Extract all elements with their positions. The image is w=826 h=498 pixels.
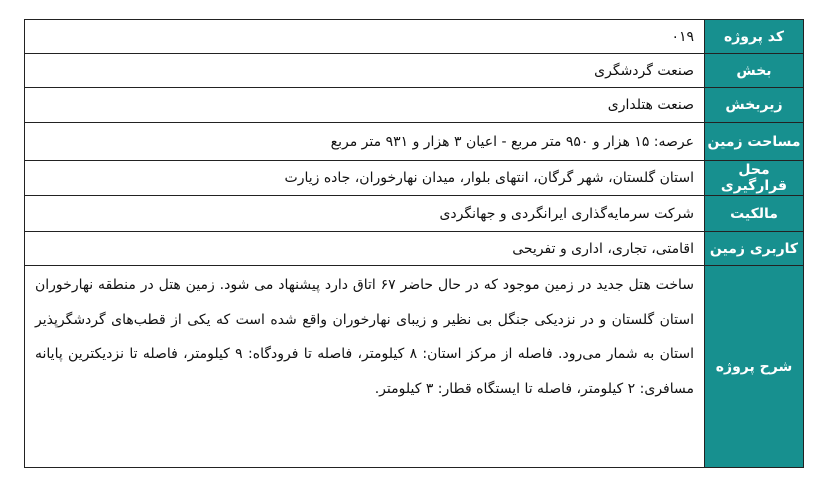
value-land-area: عرصه: ۱۵ هزار و ۹۵۰ متر مربع - اعیان ۳ هزار و ۹۳۱ متر مربع: [25, 123, 705, 161]
row-project-code: [25, 20, 804, 54]
row-subsector: [25, 88, 804, 123]
label-subsector: زیربخش: [705, 88, 804, 123]
value-sector: صنعت گردشگری: [25, 54, 705, 88]
value-location: استان گلستان، شهر گرگان، انتهای بلوار، میدان نهارخوران، جاده زیارت: [25, 161, 705, 196]
label-land-area: مساحت زمین: [705, 123, 804, 161]
label-ownership: مالکیت: [705, 196, 804, 232]
value-ownership: شرکت سرمایه‌گذاری ایرانگردی و جهانگردی: [25, 196, 705, 232]
label-project-description: شرح پروژه: [705, 266, 804, 468]
row-sector: [25, 54, 804, 88]
row-land-use: [25, 232, 804, 266]
value-subsector: صنعت هتلداری: [25, 88, 705, 123]
label-land-use: کاربری زمین: [705, 232, 804, 266]
row-land-area: [25, 123, 804, 161]
value-land-use: اقامتی، تجاری، اداری و تفریحی: [25, 232, 705, 266]
project-info-table: [24, 19, 804, 468]
label-sector: بخش: [705, 54, 804, 88]
label-location: محل قرارگیری: [705, 161, 804, 196]
value-project-description-cell: [25, 266, 705, 468]
value-project-code: ۰۱۹: [25, 20, 705, 54]
label-project-code: کد پروژه: [705, 20, 804, 54]
row-location: [25, 161, 804, 196]
row-project-description: [25, 266, 804, 468]
row-ownership: [25, 196, 804, 232]
value-project-description: ساخت هتل جدید در زمین موجود که در حال حاضر ۶۷ اتاق دارد پیشنهاد می شود. زمین هتل در منطقه نهارخوران استان گلستان و در نزدیکی جنگل بی نظیر و زیبای نهارخوران واقع شده است که یکی از قطب‌های گردشگرپذیر استان به شمار می‌رود. فاصله از مرکز استان: ۸ کیلومتر، فاصله تا فرودگاه: ۹ کیلومتر، فاصله تا نزدیکترین پایانه مسافری: ۲ کیلومتر، فاصله تا ایستگاه قطار: ۳ کیلومتر.: [35, 277, 694, 397]
